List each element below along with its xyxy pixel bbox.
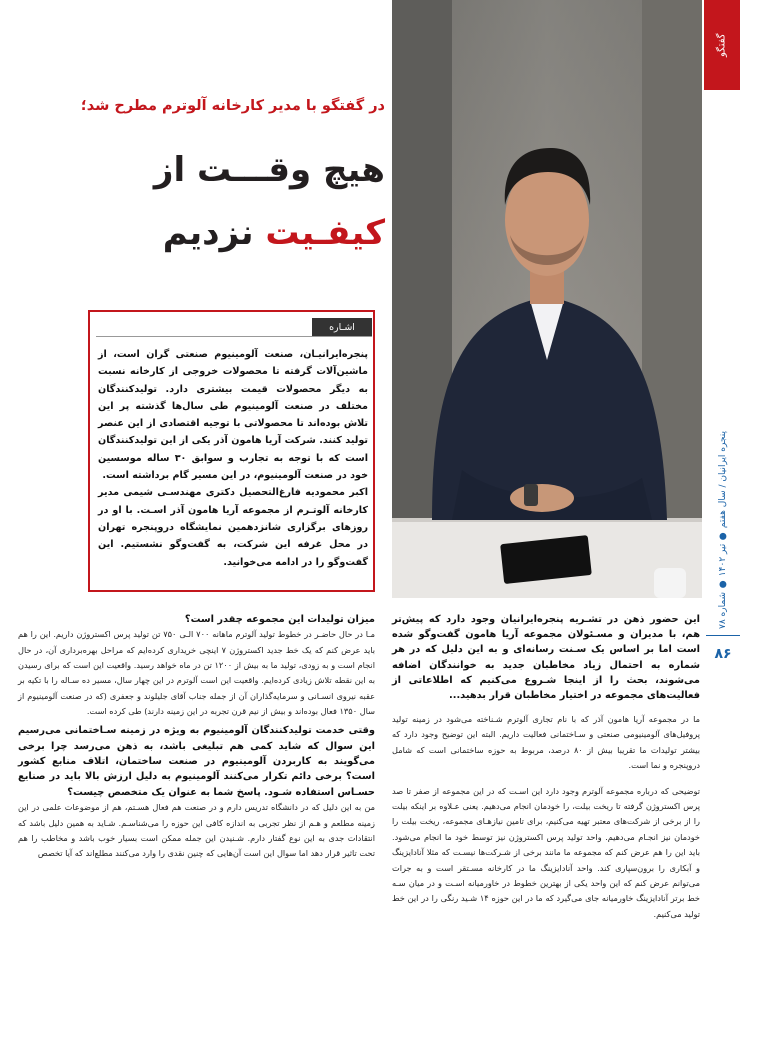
lead-paragraph: اکبر محمودیه فارغ‌التحصیل دکتری مهندسـی شیمی مدیر کارخانه آلوتـرم از مجموعه آریا هامون آذر اسـت. با او در روزهای برگزاری شانزدهمین نمایشگاه درو‌پنجره تهران در محل غرفه این شرکت، به گفت‌وگو نشستیم. این گفت‌وگو را در ادامه می‌خوانید. bbox=[98, 487, 368, 568]
question-1: میزان تولیدات این مجموعه چقدر است؟ bbox=[184, 614, 375, 625]
lead-text bbox=[98, 346, 368, 571]
question-2: وقتی خدمت تولیدکنندگان آلومینیوم به ویژه در زمینه سـاختمانی می‌رسیم این سوال که شاید کمی هم تبلیغی باشد، به ذهن می‌رسد چرا برخی می‌گویند به کاربردن آلومینیوم در صنعت ساختمان، اتلاف منابع کشور است؟ برخی دائم تکرار می‌کنند آلومینیوم به دلیل ارزش بالا باید در صنایع حسـاس استفاده شـود. پاسخ شما به عنوان یک متخصص چیست؟ bbox=[18, 725, 375, 798]
headline-rest: نزدیم bbox=[162, 213, 266, 253]
body-paragraph: ما در مجموعه آریا هامون آذر که با نام تجاری آلوترم شـناخته می‌شود در زمینه تولید پروفیل‌های آلومینیومی صنعتی و سـاختمانی فعالیت داریم. البته این توضیح وجود دارد که بیشتر تولیدات ما تقریبا بیش از ۸۰ درصد، مربوط به حوزه ساختمانی است که شامل درو‌پنجره و نما است. bbox=[392, 714, 701, 771]
lead-divider bbox=[96, 336, 372, 337]
answer-1: مـا در حال حاضـر در خطوط تولید آلوترم ماهانه ۷۰۰ الـی ۷۵۰ تن تولید پرس اکستروژن داریم. این را هم باید عرض کنم که یک خط جدید اکستروژن ۷ اینچی خریداری کرده‌ایم که مراحل بهره‌برداری آن، در حال انجام است و به زودی، تولید ما به بیش از ۱۲۰۰ تن در ماه خواهد رسید. واقعیت این است که برای رسیدن به این نقطه تلاش زیادی کرده‌ایم. واقعیت این است آلوترم در این چهار سال، مسیر ده سـاله را با تکیه بر عقبه نیروی انسـانی و سرمایه‌گذاران آن از جمله جناب آقای جلیلوند و جعفری (که در صنعت آلومینیوم از سال ۱۳۵۰ فعال بوده‌اند و بیش از نیم قرن تجربه در این زمینه دارند) طی کرده است. bbox=[18, 629, 376, 716]
lead-label: اشـاره bbox=[312, 318, 372, 336]
kicker: در گفتگو با مدیر کارخانه آلوترم مطرح شد؛ bbox=[80, 98, 385, 114]
headline-line-1: هیچ وقـــت از bbox=[153, 150, 385, 190]
left-column-body bbox=[18, 612, 375, 865]
page-number: ۸۶ bbox=[706, 635, 740, 672]
section-tab-label: گفتگو bbox=[716, 33, 728, 57]
magazine-issue-info: پنجره ایرانیان / سال هفتم ● تیر ۱۴۰۲ ● شماره ۷۸ bbox=[718, 431, 728, 629]
headline-line-2 bbox=[10, 213, 385, 253]
lead-paragraph: پنجره‌ایرانیـان، صنعت آلومینیوم صنعتی گران است، از ماشین‌آلات گرفته تا محصولات خروجی از کارخانه نسبت به دیگر محصولات قیمت بیشتری دارد. تولیدکنندگان مختلف در صنعت آلومینیوم طی سال‌ها گذشته پر این تلاش بوده‌اند تا محصولاتی با توجیه اقتصادی از این عنصر تولید کنند. شرکت آریا هامون آذر یکی از این تولیدکنندگان است که با توجه به تجارب و سوابق ۳۰ ساله موسسین خود در صنعت آلومینیوم، در این مسیر گام برداشته است. bbox=[98, 349, 368, 482]
intro-question: این حضور ذهن در تشـریه پنجره‌ایرانیان وجود دارد که پیش‌تر هم، با مدیران و مسـئولان مجموعه آریا هامون گفت‌وگو شده است اما بر اساس یک سـنت رسانه‌ای و به این دلیل که در هر شماره به احتمال زیاد مخاطبان جدید به خوانندگان اضافه می‌شوند، بحث را از اینجا شـروع می‌کنیم که اطلاعاتی از فعالیت‌های مجموعه در اختیار مخاطبان قرار بدهید... bbox=[392, 614, 700, 702]
answer-2: من به این دلیل که در دانشگاه تدریس دارم و در صنعت هم فعال هسـتم، هم از موضوعات علمی در این زمینه مطلعم و هـم از نظر تجربی به اندازه کافی این حوزه را می‌شناسـم. شـاید به همین دلیل باشد که انتقادات جدی به این نوع گفتار دارم. شـنیدن این جمله ممکن است بسیار خوب باشد و مخاطب را هم تحت تاثیر قرار دهد اما سوال این است آن‌هایی که چنین نقدی را وارد می‌کنند مطلع‌اند که آیا تخصص bbox=[18, 802, 375, 859]
interviewee-photo bbox=[392, 0, 702, 598]
right-column-body bbox=[392, 712, 700, 932]
headline-highlight: کیفـیت bbox=[265, 213, 385, 253]
body-paragraph: توضیحی که درباره مجموعه آلوترم وجود دارد این اسـت که در این مجموعه از صفر تا صد پرس اکستروژن گرفته تا ریخت بیلت، را خودمان انجام می‌دهیم. یعنی عـلاوه بر اینکه بیلت را از برخی از شرکت‌های معتبر تهیه می‌کنیم، برای تامین نیازهـای مجموعه، ریخت بیلت را خودمان نیز انجـام می‌دهیم. واحد تولید پرس اکستروژن نیز توسط خود ما انجام می‌شود. باید این را هم عرض کنم که مجموعه ما مانند برخی از شـرکت‌ها نیسـت که مثلا آنادایزینگ و آبکاری را برون‌سپاری کند. واحد آنادایزینگ ما در کارخانه مسـتقر است و به جرات می‌توانم عرض کنم که این واحد یکی از بهترین خطوط در خاورمیانه اسـت و در میان سـه خط برتر آنادایزینگ خاورمیانه جای می‌گیرد که ما در این حوزه ۱۴ شـید رنگی را در این خط تولید می‌کنیم. bbox=[392, 785, 700, 919]
